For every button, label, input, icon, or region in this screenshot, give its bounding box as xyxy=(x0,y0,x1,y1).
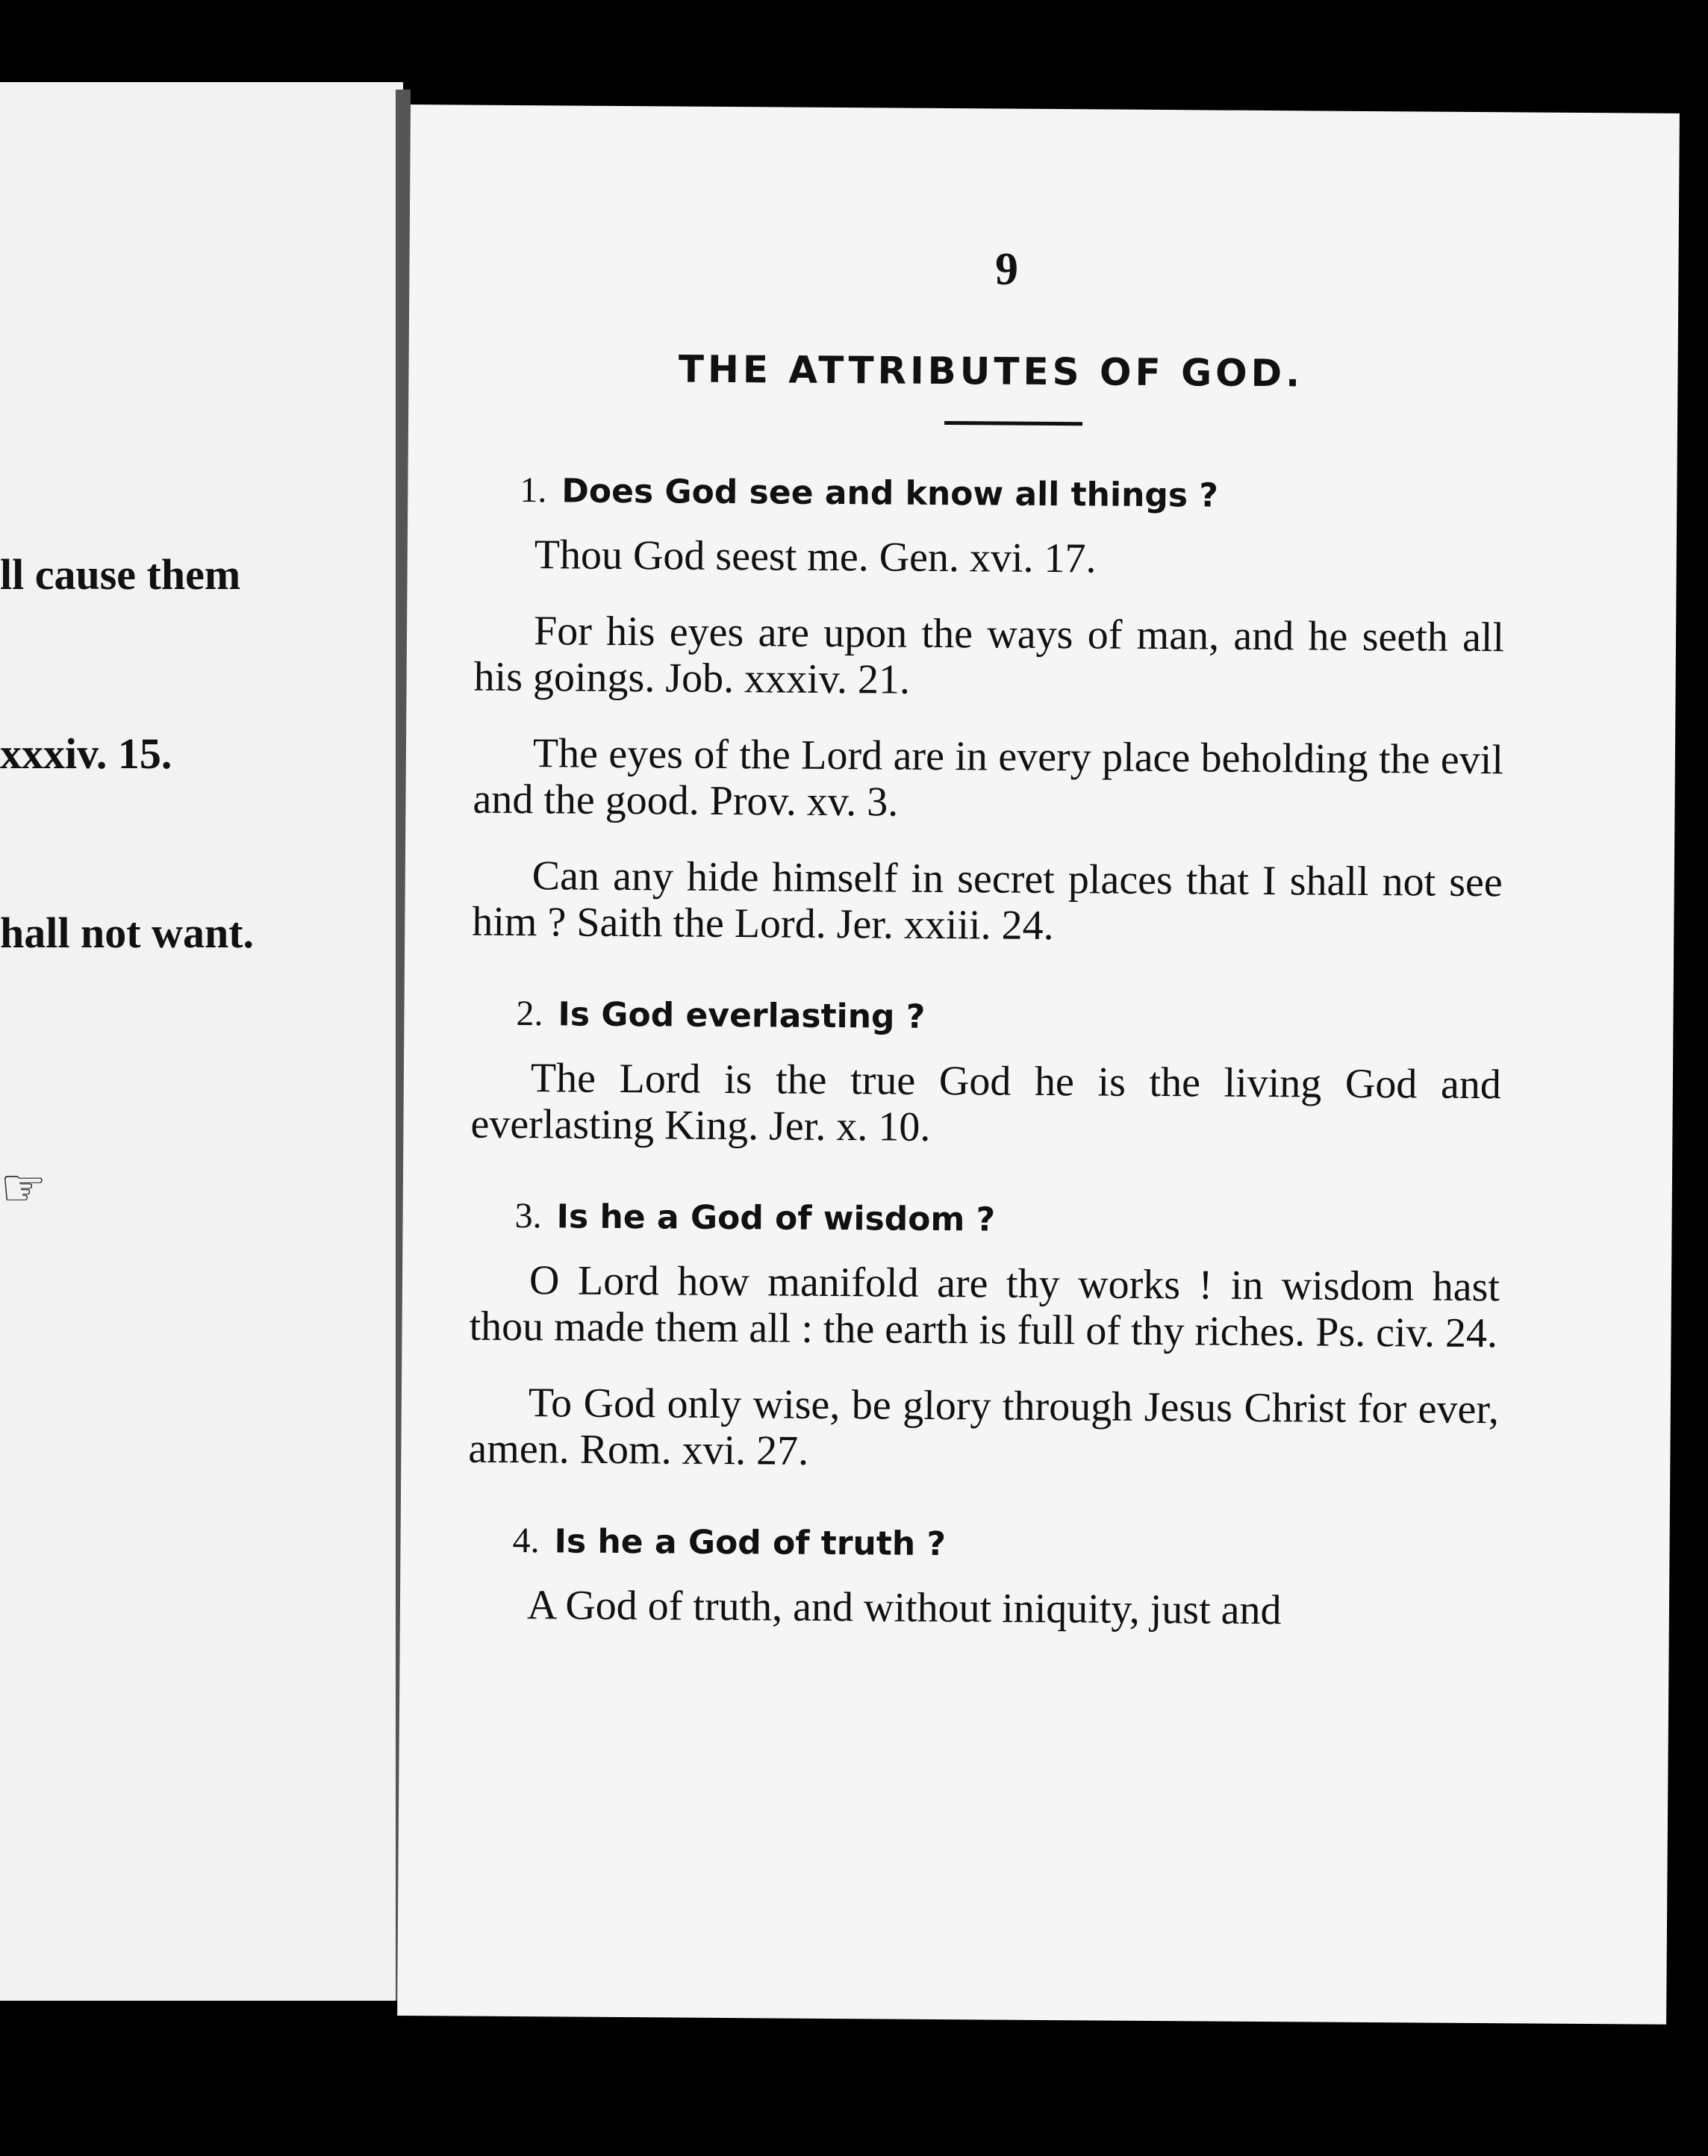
question-text: Is he a God of truth ? xyxy=(554,1522,947,1564)
question-text: Is God everlasting ? xyxy=(558,995,926,1036)
question-number: 3. xyxy=(514,1196,542,1236)
question-4 xyxy=(512,1520,1497,1568)
question-number: 2. xyxy=(516,994,543,1034)
question-1 xyxy=(520,470,1505,517)
question-3 xyxy=(514,1195,1500,1243)
left-page-text xyxy=(0,426,254,1082)
left-page xyxy=(0,82,403,2001)
page-title: THE ATTRIBUTES OF GOD. xyxy=(678,347,1304,396)
page-number: 9 xyxy=(994,243,1019,295)
left-line: hall not want. xyxy=(0,909,255,957)
page-content xyxy=(467,240,1507,1636)
question-number: 1. xyxy=(520,470,547,511)
right-page xyxy=(397,105,1680,2025)
left-line: xxxiv. 15. xyxy=(0,729,172,778)
title-rule xyxy=(944,421,1082,426)
answer: For his eyes are upon the ways of man, and he seeth all his goings. Job. xxxiv. 21. xyxy=(473,608,1505,703)
question-2 xyxy=(516,993,1501,1041)
question-text: Does God see and know all things ? xyxy=(561,472,1219,515)
question-number: 4. xyxy=(512,1521,540,1561)
answer: Can any hide himself in secret places that I shall not see him ? Saith the Lord. Jer. xxiii. 24. xyxy=(472,853,1503,950)
answer: O Lord how manifold are thy works ! in wisdom hast thou made them all : the earth is full of thy riches. Ps. civ. 24. xyxy=(469,1257,1500,1357)
left-line: ll cause them xyxy=(0,550,241,599)
hand-pointer-ornament: ☞ xyxy=(0,1160,47,1218)
answer: The eyes of the Lord are in every place beholding the evil and the good. Prov. xv. 3. xyxy=(473,730,1504,826)
answer: The Lord is the true God he is the living God and everlasting King. Jer. x. 10. xyxy=(470,1055,1502,1150)
answer: Thou God seest me. Gen. xvi. 17. xyxy=(534,532,1097,582)
answer: To God only wise, be glory through Jesus Christ for ever, amen. Rom. xvi. 27. xyxy=(468,1380,1500,1474)
answer: A God of truth, and without iniquity, just and xyxy=(526,1582,1282,1634)
question-text: Is he a God of wisdom ? xyxy=(556,1197,996,1239)
